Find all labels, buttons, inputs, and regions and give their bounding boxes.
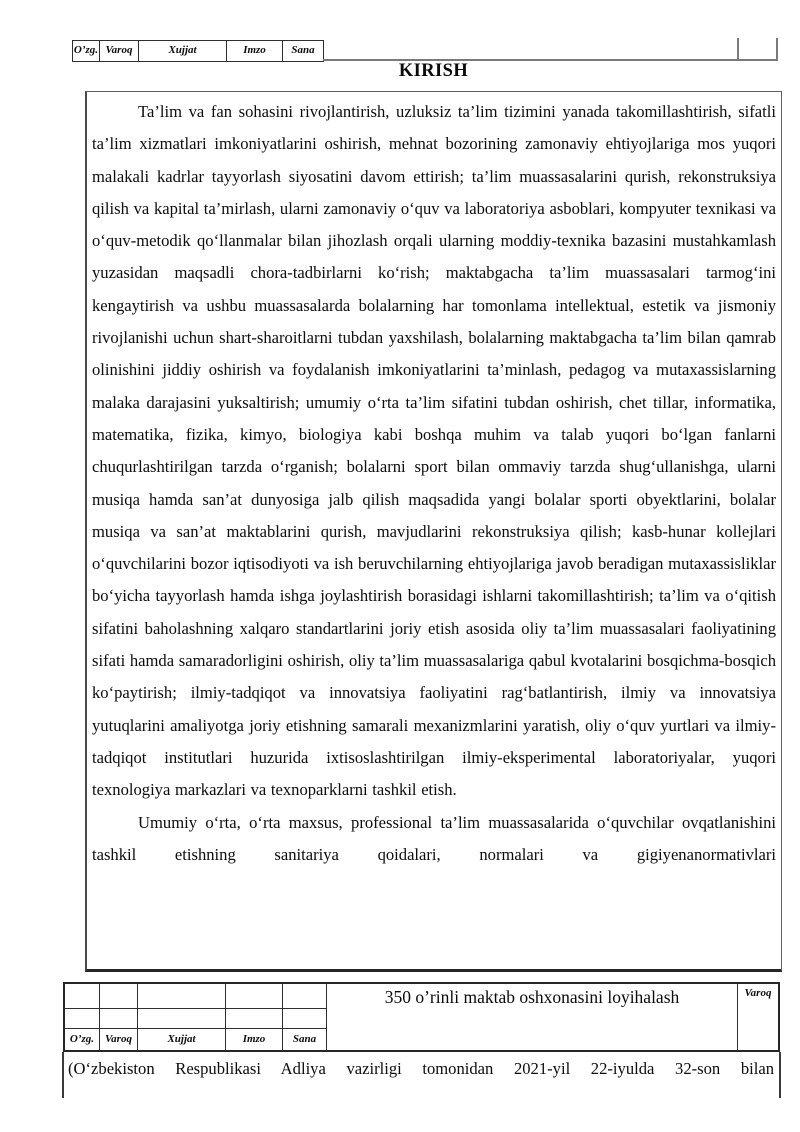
stamp-cell-sana: Sana bbox=[291, 44, 315, 56]
title-block bbox=[63, 982, 780, 1052]
stamp-cell-xujjat: Xujjat bbox=[139, 41, 227, 61]
varoq-cell bbox=[738, 984, 778, 1050]
stamp-cell-varoq: Varoq bbox=[100, 41, 139, 61]
document-title: 350 o’rinli maktab oshxonasini loyihalash bbox=[384, 987, 680, 1007]
stamp-label-row bbox=[65, 1029, 326, 1050]
stamp-empty-cell bbox=[283, 984, 326, 1008]
stamp-empty-cell bbox=[226, 984, 283, 1008]
stamp-empty-cell bbox=[283, 1009, 326, 1028]
stamp-cell-ozg: O’zg. bbox=[73, 41, 100, 61]
stamp-empty-row bbox=[65, 1009, 326, 1029]
stamp-empty-row bbox=[65, 984, 326, 1009]
stamp-empty-cell bbox=[138, 1009, 226, 1028]
stamp-empty-cell bbox=[65, 984, 100, 1008]
footer-text-frame bbox=[62, 1052, 781, 1098]
document-title-cell bbox=[327, 984, 738, 1050]
top-revision-stamp bbox=[72, 40, 324, 62]
intro-paragraph-2: Umumiy o‘rta, o‘rta maxsus, professional ta’lim muassasalarida o‘quvchilar ovqatlanishini tashkil etishning sanitariya qoidalari, normalari va gigiyenanormativlari bbox=[92, 812, 776, 864]
page-number-box bbox=[737, 38, 778, 61]
stamp-cell-sana: Sana bbox=[292, 1033, 317, 1045]
stamp-cell-varoq: Varoq bbox=[100, 1029, 138, 1050]
stamp-empty-cell bbox=[100, 1009, 138, 1028]
stamp-cell-imzo: Imzo bbox=[227, 41, 283, 61]
stamp-empty-cell bbox=[65, 1009, 100, 1028]
stamp-cell-imzo: Imzo bbox=[226, 1029, 283, 1050]
footer-continuation-text: (O‘zbekiston Respublikasi Adliya vazirligi tomonidan 2021-yil 22-iyulda 32-son bilan bbox=[68, 1059, 774, 1078]
varoq-label: Varoq bbox=[744, 987, 772, 999]
stamp-empty-cell bbox=[226, 1009, 283, 1028]
page-title: KIRISH bbox=[398, 61, 469, 81]
title-block-stamp-grid bbox=[65, 984, 327, 1050]
stamp-empty-cell bbox=[100, 984, 138, 1008]
stamp-cell-ozg: O’zg. bbox=[65, 1029, 100, 1050]
intro-paragraph-1: Ta’lim va fan sohasini rivojlantirish, uzluksiz ta’lim tizimini yanada takomillashtirish, sifatli ta’lim xizmatlari imkoniyatlarini oshirish, mehnat bozorining zamonaviy ehtiyojlariga mos yuqori malakali kadrlar tayyorlash siyosatini davom ettirish; ta’lim muassasalarini qurish, rekonstruksiya qilish va kapital ta’mirlash, ularni zamonaviy o‘quv va laboratoriya asboblari, kompyuter texnikasi va o‘quv-metodik qo‘llanmalar bilan jihozlash orqali ularning moddiy-texnika bazasini mustahkamlash yuzasidan maqsadli chora-tadbirlarni ko‘rish; maktabgacha ta’lim muassasalari tarmog‘ini kengaytirish va ushbu muassasalarda bolalarning har tomonlama intellektual, estetik va jismoniy rivojlanishi uchun shart-sharoitlarni tubdan yaxshilash, bolalarning maktabgacha ta’lim bilan qamrab olinishini jiddiy oshirish va foydalanish imkoniyatlarini ta’minlash, pedagog va mutaxassislarning malaka darajasini yuksaltirish; umumiy o‘rta ta’lim sifatini tubdan oshirish, chet tillar, informatika, matematika, fizika, kimyo, biologiya kabi boshqa muhim va talab yuqori bo‘lgan fanlarni chuqurlashtirilgan tarzda o‘rganish; bolalarni sport bilan ommaviy tarzda shug‘ullanishga, ularni musiqa hamda san’at dunyosiga jalb qilish maqsadida yangi bolalar sporti obyektlarini, bolalar musiqa va san’at maktablarini qurish, mavjudlarini rekonstruksiya qilish; kasb-hunar kollejlari o‘quvchilarini bozor iqtisodiyoti va ish beruvchilarning ehtiyojlariga javob beradigan mutaxassisliklar bo‘yicha tayyorlash hamda ishga joylashtirish borasidagi ishlarni takomillashtirish; ta’lim va o‘qitish sifatini baholashning xalqaro standartlarini joriy etish asosida oliy ta’lim muassasalari faoliyatining sifati hamda samaradorligini oshirish, oliy ta’lim muassasalariga qabul kvotalarini bosqichma-bosqich ko‘paytirish; ilmiy-tadqiqot va innovatsiya faoliyatini rag‘batlantirish, ilmiy va innovatsiya yutuqlarini amaliyotga joriy etishning samarali mexanizmlarini yaratish, oliy o‘quv yurtlari va ilmiy-tadqiqot institutlari huzurida ixtisoslashtirilgan ilmiy-eksperimental laboratoriyalar, yuqori texnologiya markazlari va texnoparklarni tashkil etish. bbox=[92, 102, 776, 800]
stamp-empty-cell bbox=[138, 984, 226, 1008]
stamp-cell-xujjat: Xujjat bbox=[138, 1029, 226, 1050]
body-text-frame bbox=[85, 91, 782, 972]
